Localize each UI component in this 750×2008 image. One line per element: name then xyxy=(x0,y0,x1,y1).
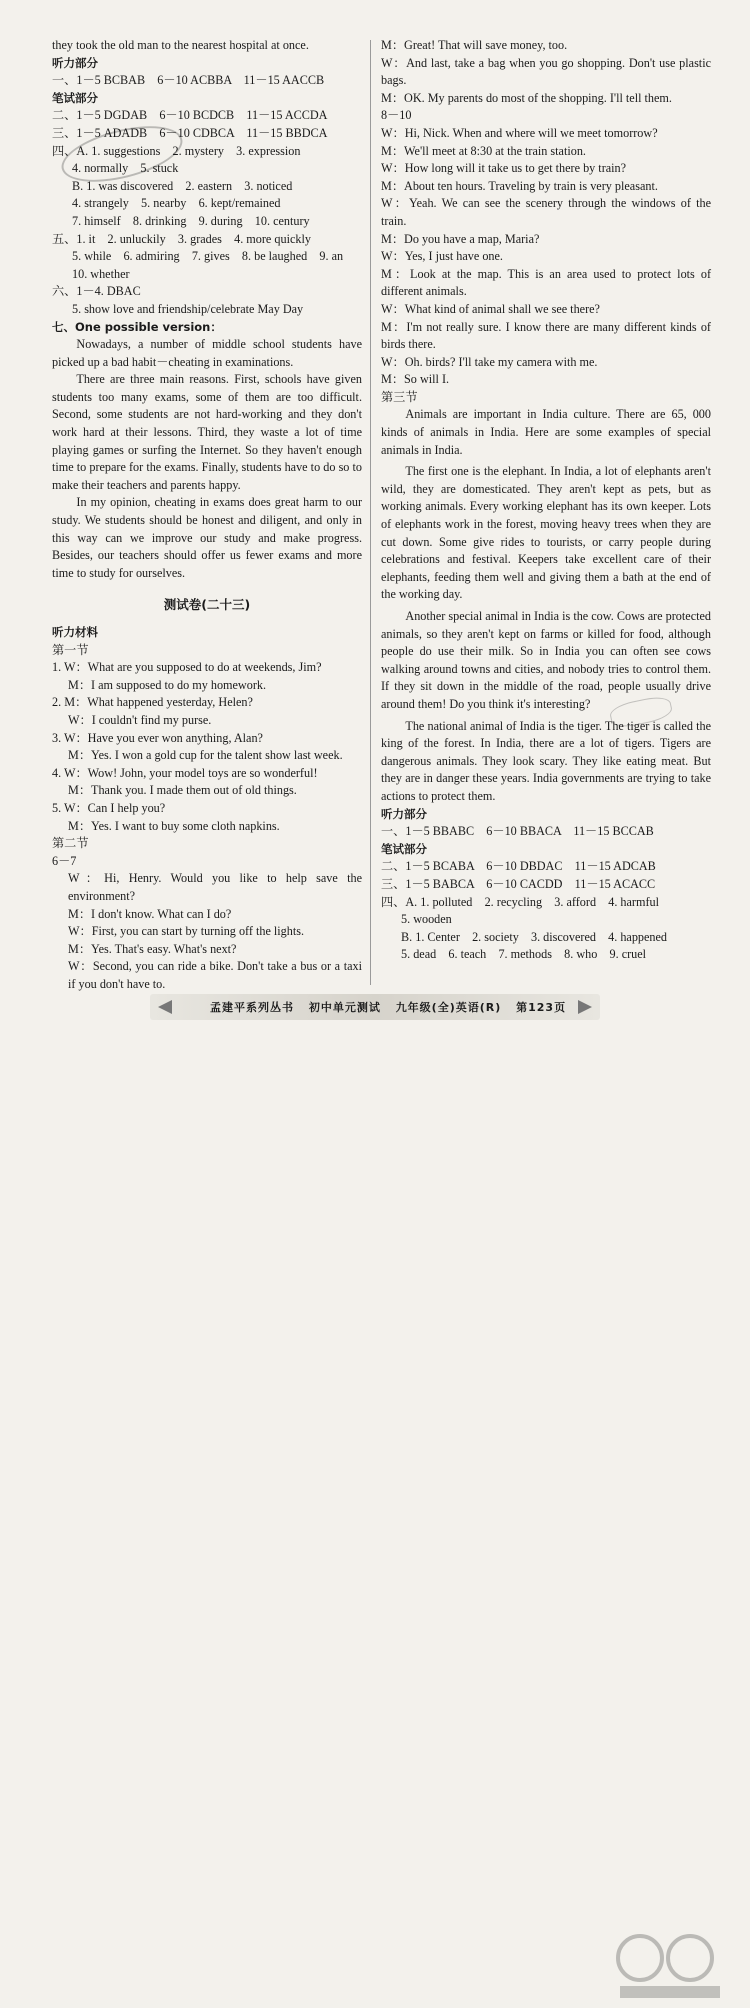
dialog-line: M：We'll meet at 8:30 at the train station. xyxy=(381,143,586,158)
dialog-line: W：What kind of animal shall we see there? xyxy=(381,301,600,316)
dialog-line: M：About ten hours. Traveling by train is very pleasant. xyxy=(381,178,658,193)
dialog-line: M：Yes. I want to buy some cloth napkins. xyxy=(68,818,280,833)
dialog-line: M：Do you have a map, Maria? xyxy=(381,231,540,246)
page-footer xyxy=(0,988,750,1032)
dialog-line: M：OK. My parents do most of the shopping. I'll tell them. xyxy=(381,90,672,105)
answer-line: 5. while 6. admiring 7. gives 8. be laughed 9. an xyxy=(72,249,344,264)
answer-line: B. 1. was discovered 2. eastern 3. noticed xyxy=(72,178,293,193)
column-divider xyxy=(370,40,371,985)
dialog-line: W：Hi, Henry. Would you like to help save the environment? xyxy=(68,871,362,903)
dialog-line: 3. W：Have you ever won anything, Alan? xyxy=(52,730,263,745)
test-title: 测试卷(二十三) xyxy=(163,597,251,613)
essay-heading: 七、One possible version： xyxy=(52,319,222,334)
left-column xyxy=(52,37,362,993)
dialog-line: W：How long will it take us to get there by train? xyxy=(381,161,627,176)
range-label: 8－10 xyxy=(381,108,412,123)
essay-paragraph: Nowadays, a number of middle school students have picked up a bad habit－cheating in examinations. xyxy=(52,337,362,369)
passage-paragraph: The first one is the elephant. In India, a lot of elephants aren't wild, they are domesticated. They aren't kept as pets, but as working animals. Every working elephant has its own keeper. Lots of elephants work in the forest, moving heavy trees when they are cut down. Some give rides to tourists, or carry people during celebrations and festival. Keepers take excellent care of their elephants, feeding them well and giving them a bath at the end of the working day. xyxy=(381,464,711,602)
dialog-line: M：Great! That will save money, too. xyxy=(381,38,568,52)
dialog-line: 5. W：Can I help you? xyxy=(52,800,166,815)
footer-text xyxy=(210,999,576,1015)
section-heading: 笔试部分 xyxy=(381,841,427,856)
dialog-line: W：I couldn't find my purse. xyxy=(68,712,212,727)
essay-paragraph: There are three main reasons. First, schools have given students too many exams, some of them are too difficult. Second, some students are not hard-working and they don't work hard at their lessons. Third, they waste a lot of time playing games or surfing the Internet. So they haven't enough time to prepare for the exams. Finally, students have to do so to make their teachers and parents happy. xyxy=(52,372,362,492)
dialog-line: M：Thank you. I made them out of old things. xyxy=(68,783,297,798)
answer-line: 10. whether xyxy=(72,266,130,281)
answer-line: 四、A. 1. suggestions 2. mystery 3. expression xyxy=(52,143,301,158)
answer-line: 三、1－5 ADADB 6－10 CDBCA 11－15 BBDCA xyxy=(52,125,328,140)
answer-line: 5. show love and friendship/celebrate May Day xyxy=(72,301,304,316)
text-line: they took the old man to the nearest hospital at once. xyxy=(52,38,309,52)
answer-line: 二、1－5 DGDAB 6－10 BCDCB 11－15 ACCDA xyxy=(52,108,328,123)
series-name: 孟建平系列丛书 xyxy=(210,1001,294,1014)
passage-paragraph: Another special animal in India is the cow. Cows are protected animals, so they aren't kept on farms or killed for food, although people do use their milk. So in India you can often see cows walking around towns and cities, and nobody tries to control them. If they sit down in the middle of the road, people usually drive around them! Do you think it's interesting? xyxy=(381,609,711,711)
answer-line: 5. wooden xyxy=(401,912,452,927)
page-number: 第123页 xyxy=(516,1001,567,1014)
passage-paragraph: Animals are important in India culture. There are 65, 000 kinds of animals in India. Here are some examples of special animals in India. xyxy=(381,407,711,457)
dialog-line: W：And last, take a bag when you go shopping. Don't use plastic bags. xyxy=(381,55,711,88)
answer-line: 四、A. 1. polluted 2. recycling 3. afford 4. harmful xyxy=(381,894,659,909)
watermark-logo-icon xyxy=(600,1928,740,2008)
dialog-line: M：Look at the map. This is an area used to protect lots of different animals. xyxy=(381,266,711,299)
answer-line: 4. normally 5. stuck xyxy=(72,161,179,176)
answer-line: 4. strangely 5. nearby 6. kept/remained xyxy=(72,196,281,211)
dialog-line: W：Hi, Nick. When and where will we meet tomorrow? xyxy=(381,125,658,140)
answer-line: 5. dead 6. teach 7. methods 8. who 9. cruel xyxy=(401,947,647,962)
answer-line: 二、1－5 BCABA 6－10 DBDAC 11－15 ADCAB xyxy=(381,859,656,874)
chevron-right-icon xyxy=(578,1000,592,1014)
dialog-line: M：So will I. xyxy=(381,372,450,387)
dialog-line: W：Yeah. We can see the scenery through the windows of the train. xyxy=(381,196,711,228)
dialog-line: 4. W：Wow! John, your model toys are so wonderful! xyxy=(52,765,318,780)
dialog-line: M：I don't know. What can I do? xyxy=(68,906,232,921)
chevron-left-icon xyxy=(158,1000,172,1014)
dialog-line: M：I'm not really sure. I know there are many different kinds of birds there. xyxy=(381,319,711,352)
dialog-line: 1. W：What are you supposed to do at weekends, Jim? xyxy=(52,660,322,675)
essay-paragraph: In my opinion, cheating in exams does great harm to our study. We students should be honest and diligent, and only in this way can we improve our study and make progress. Besides, our teachers should offer us fewer exams and more time to study for ourselves. xyxy=(52,495,362,580)
section-heading: 听力材料 xyxy=(52,625,98,639)
answer-line: 一、1－5 BCBAB 6－10 ACBBA 11－15 AACCB xyxy=(52,73,325,88)
dialog-line: W：Second, you can ride a bike. Don't take a bus or a taxi if you don't have to. xyxy=(68,959,362,991)
dialog-line: W：Yes, I just have one. xyxy=(381,249,503,264)
dialog-line: W：First, you can start by turning off the lights. xyxy=(68,924,305,939)
dialog-line: M：Yes. That's easy. What's next? xyxy=(68,941,237,956)
sub-heading: 第二节 xyxy=(52,836,89,851)
section-heading: 笔试部分 xyxy=(52,90,98,105)
section-heading: 听力部分 xyxy=(52,55,98,70)
sub-heading: 第一节 xyxy=(52,642,89,657)
book-name: 初中单元测试 xyxy=(308,1001,381,1014)
section-heading: 听力部分 xyxy=(381,806,427,821)
range-label: 6－7 xyxy=(52,853,77,868)
answer-line: B. 1. Center 2. society 3. discovered 4. happened xyxy=(401,929,668,944)
dialog-line: M：Yes. I won a gold cup for the talent show last week. xyxy=(68,748,343,763)
dialog-line: W：Oh. birds? I'll take my camera with me. xyxy=(381,354,598,369)
answer-line: 7. himself 8. drinking 9. during 10. century xyxy=(72,213,310,228)
dialog-line: 2. M：What happened yesterday, Helen? xyxy=(52,695,253,710)
sub-heading: 第三节 xyxy=(381,389,418,404)
answer-line: 五、1. it 2. unluckily 3. grades 4. more quickly xyxy=(52,231,311,246)
answer-line: 六、1－4. DBAC xyxy=(52,284,141,299)
dialog-line: M：I am supposed to do my homework. xyxy=(68,677,267,692)
answer-line: 一、1－5 BBABC 6－10 BBACA 11－15 BCCAB xyxy=(381,824,654,839)
answer-line: 三、1－5 BABCA 6－10 CACDD 11－15 ACACC xyxy=(381,876,656,891)
passage-paragraph: The national animal of India is the tiger. The tiger is called the king of the forest. In India, there are a lot of tigers. Tigers are dangerous animals. They look scary. They like eating meat. But they are in danger these years. India governments are trying to take actions to protect them. xyxy=(381,718,711,803)
right-column xyxy=(381,37,711,964)
grade-label: 九年级(全)英语(R) xyxy=(395,1001,502,1014)
